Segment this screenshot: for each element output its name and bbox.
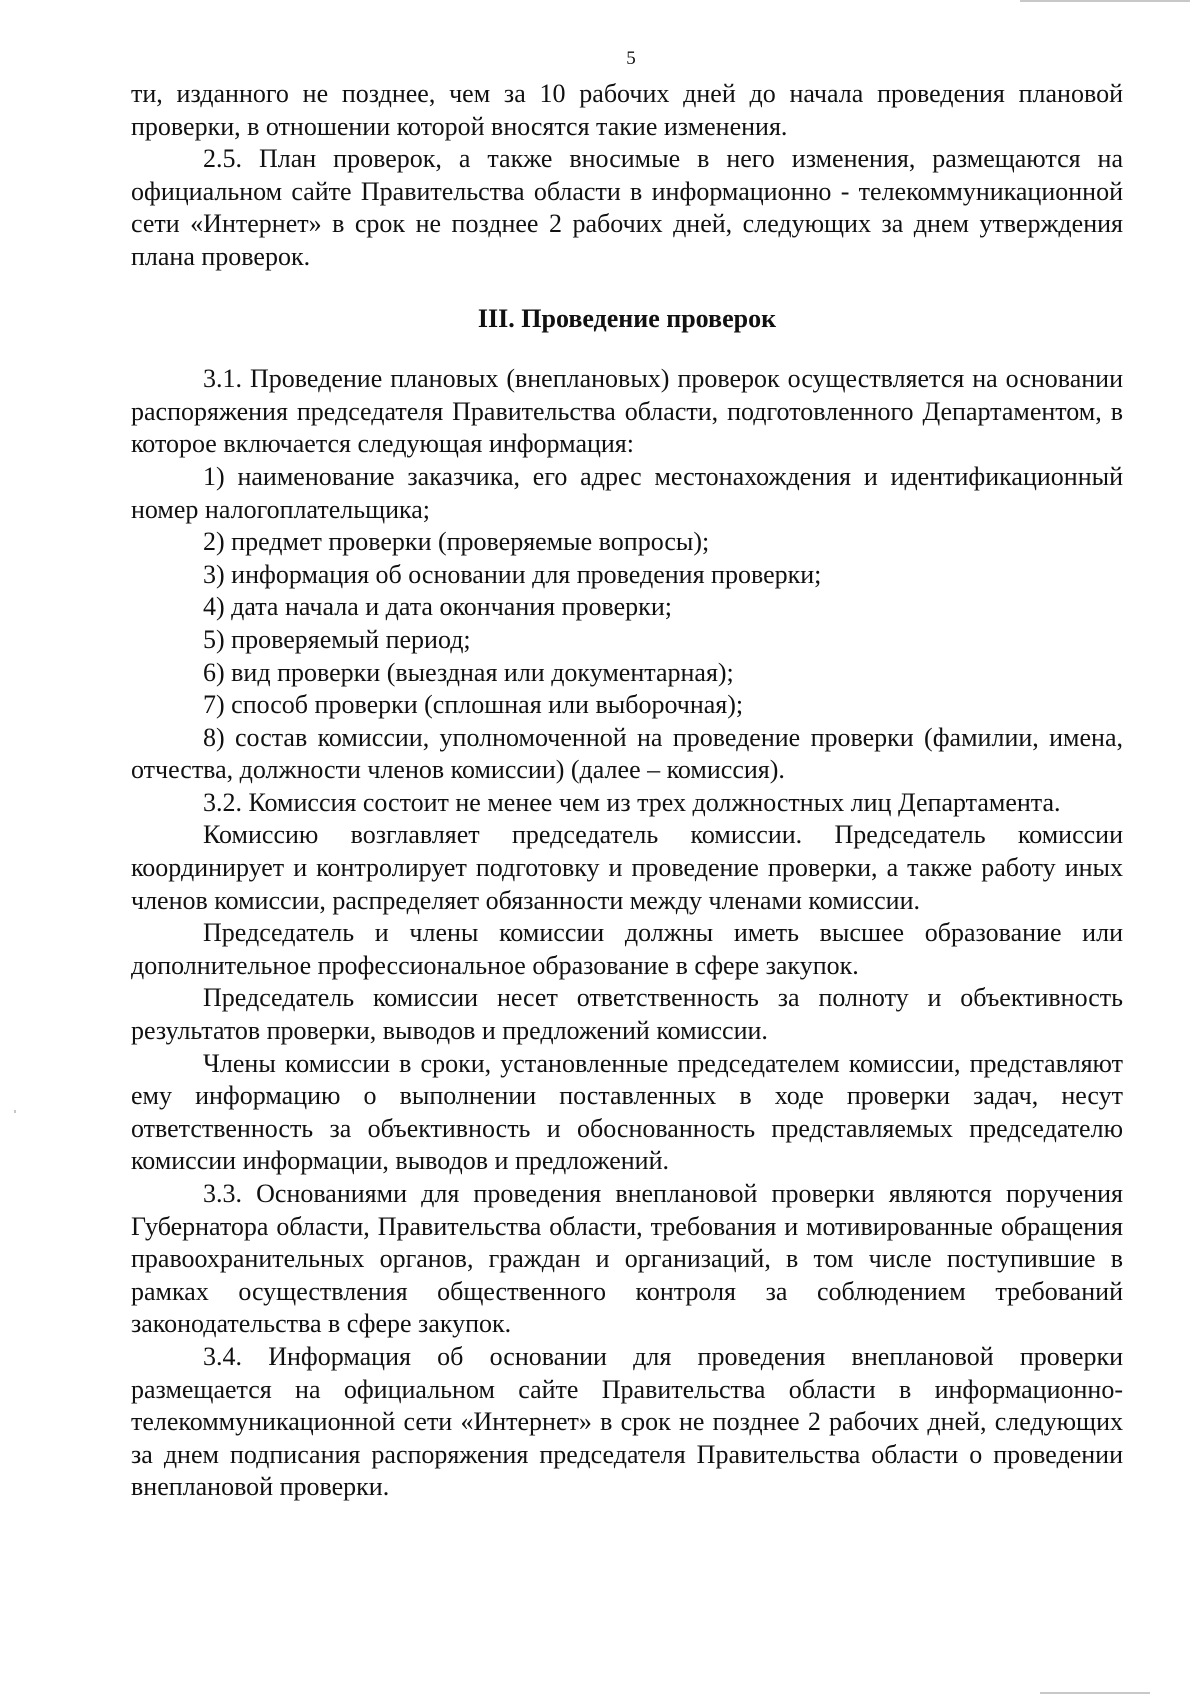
document-body bbox=[131, 78, 1123, 1504]
scan-artifact bbox=[1020, 0, 1190, 2]
paragraph-3-2: 3.2. Комиссия состоит не менее чем из трех должностных лиц Департамента. bbox=[203, 787, 1061, 817]
scan-artifact bbox=[14, 1110, 16, 1113]
paragraph-3-3: 3.3. Основаниями для проведения внеплановой проверки являются поручения Губернатора области, Правительства области, требования и мотивированные обращения правоохранительных органов, граждан и организаций, в том числе поступившие в рамках осуществления общественного контроля за соблюдением требований законодательства в сфере закупок. bbox=[131, 1179, 1123, 1339]
page-number: 5 bbox=[626, 48, 636, 69]
list-item-2: 2) предмет проверки (проверяемые вопросы); bbox=[203, 527, 710, 557]
list-item-8: 8) состав комиссии, уполномоченной на проведение проверки (фамилии, имена, отчества, должности членов комиссии) (далее – комиссия). bbox=[131, 722, 1123, 785]
list-item-4: 4) дата начала и дата окончания проверки; bbox=[203, 592, 672, 622]
paragraph-commission-chair: Комиссию возглавляет председатель комиссии. Председатель комиссии координирует и контролирует подготовку и проведение проверки, а также работу иных членов комиссии, распределяет обязанности между членами комиссии. bbox=[131, 820, 1123, 915]
list-item-7: 7) способ проверки (сплошная или выборочная); bbox=[203, 690, 744, 720]
paragraph-3-1: 3.1. Проведение плановых (внеплановых) проверок осуществляется на основании распоряжения председателя Правительства области, подготовленного Департаментом, в которое включается следующая информация: bbox=[131, 364, 1123, 459]
paragraph-chair-responsibility: Председатель комиссии несет ответственность за полноту и объективность результатов проверки, выводов и предложений комиссии. bbox=[131, 983, 1123, 1046]
paragraph-3-4: 3.4. Информация об основании для проведения внеплановой проверки размещается на официальном сайте Правительства области в информационно-телекоммуникационной сети «Интернет» в срок не позднее 2 рабочих дней, следующих за днем подписания распоряжения председателя Правительства области о проведении внеплановой проверки. bbox=[131, 1341, 1123, 1502]
paragraph-2-5: 2.5. План проверок, а также вносимые в него изменения, размещаются на официальном сайте Правительства области в информационно - телекоммуникационной сети «Интернет» в срок не позднее 2 рабочих дней, следующих за днем утверждения плана проверок. bbox=[131, 144, 1123, 271]
paragraph-members-responsibility: Члены комиссии в сроки, установленные председателем комиссии, представляют ему информацию о выполнении поставленных в ходе проверки задач, несут ответственность за объективность и обоснованность представляемых председателю комиссии информации, выводов и предложений. bbox=[131, 1048, 1123, 1176]
list-item-3: 3) информация об основании для проведения проверки; bbox=[203, 559, 822, 589]
scan-artifact bbox=[1040, 1692, 1150, 1694]
paragraph-commission-education: Председатель и члены комиссии должны иметь высшее образование или дополнительное профессиональное образование в сфере закупок. bbox=[131, 918, 1123, 980]
list-item-6: 6) вид проверки (выездная или документарная); bbox=[203, 657, 734, 687]
paragraph-continuation: ти, изданного не позднее, чем за 10 рабочих дней до начала проведения плановой проверки, в отношении которой вносятся такие изменения. bbox=[131, 79, 1123, 141]
list-item-5: 5) проверяемый период; bbox=[203, 624, 471, 654]
section-title: III. Проведение проверок bbox=[477, 303, 777, 333]
list-item-1: 1) наименование заказчика, его адрес местонахождения и идентификационный номер налогоплательщика; bbox=[131, 461, 1123, 524]
